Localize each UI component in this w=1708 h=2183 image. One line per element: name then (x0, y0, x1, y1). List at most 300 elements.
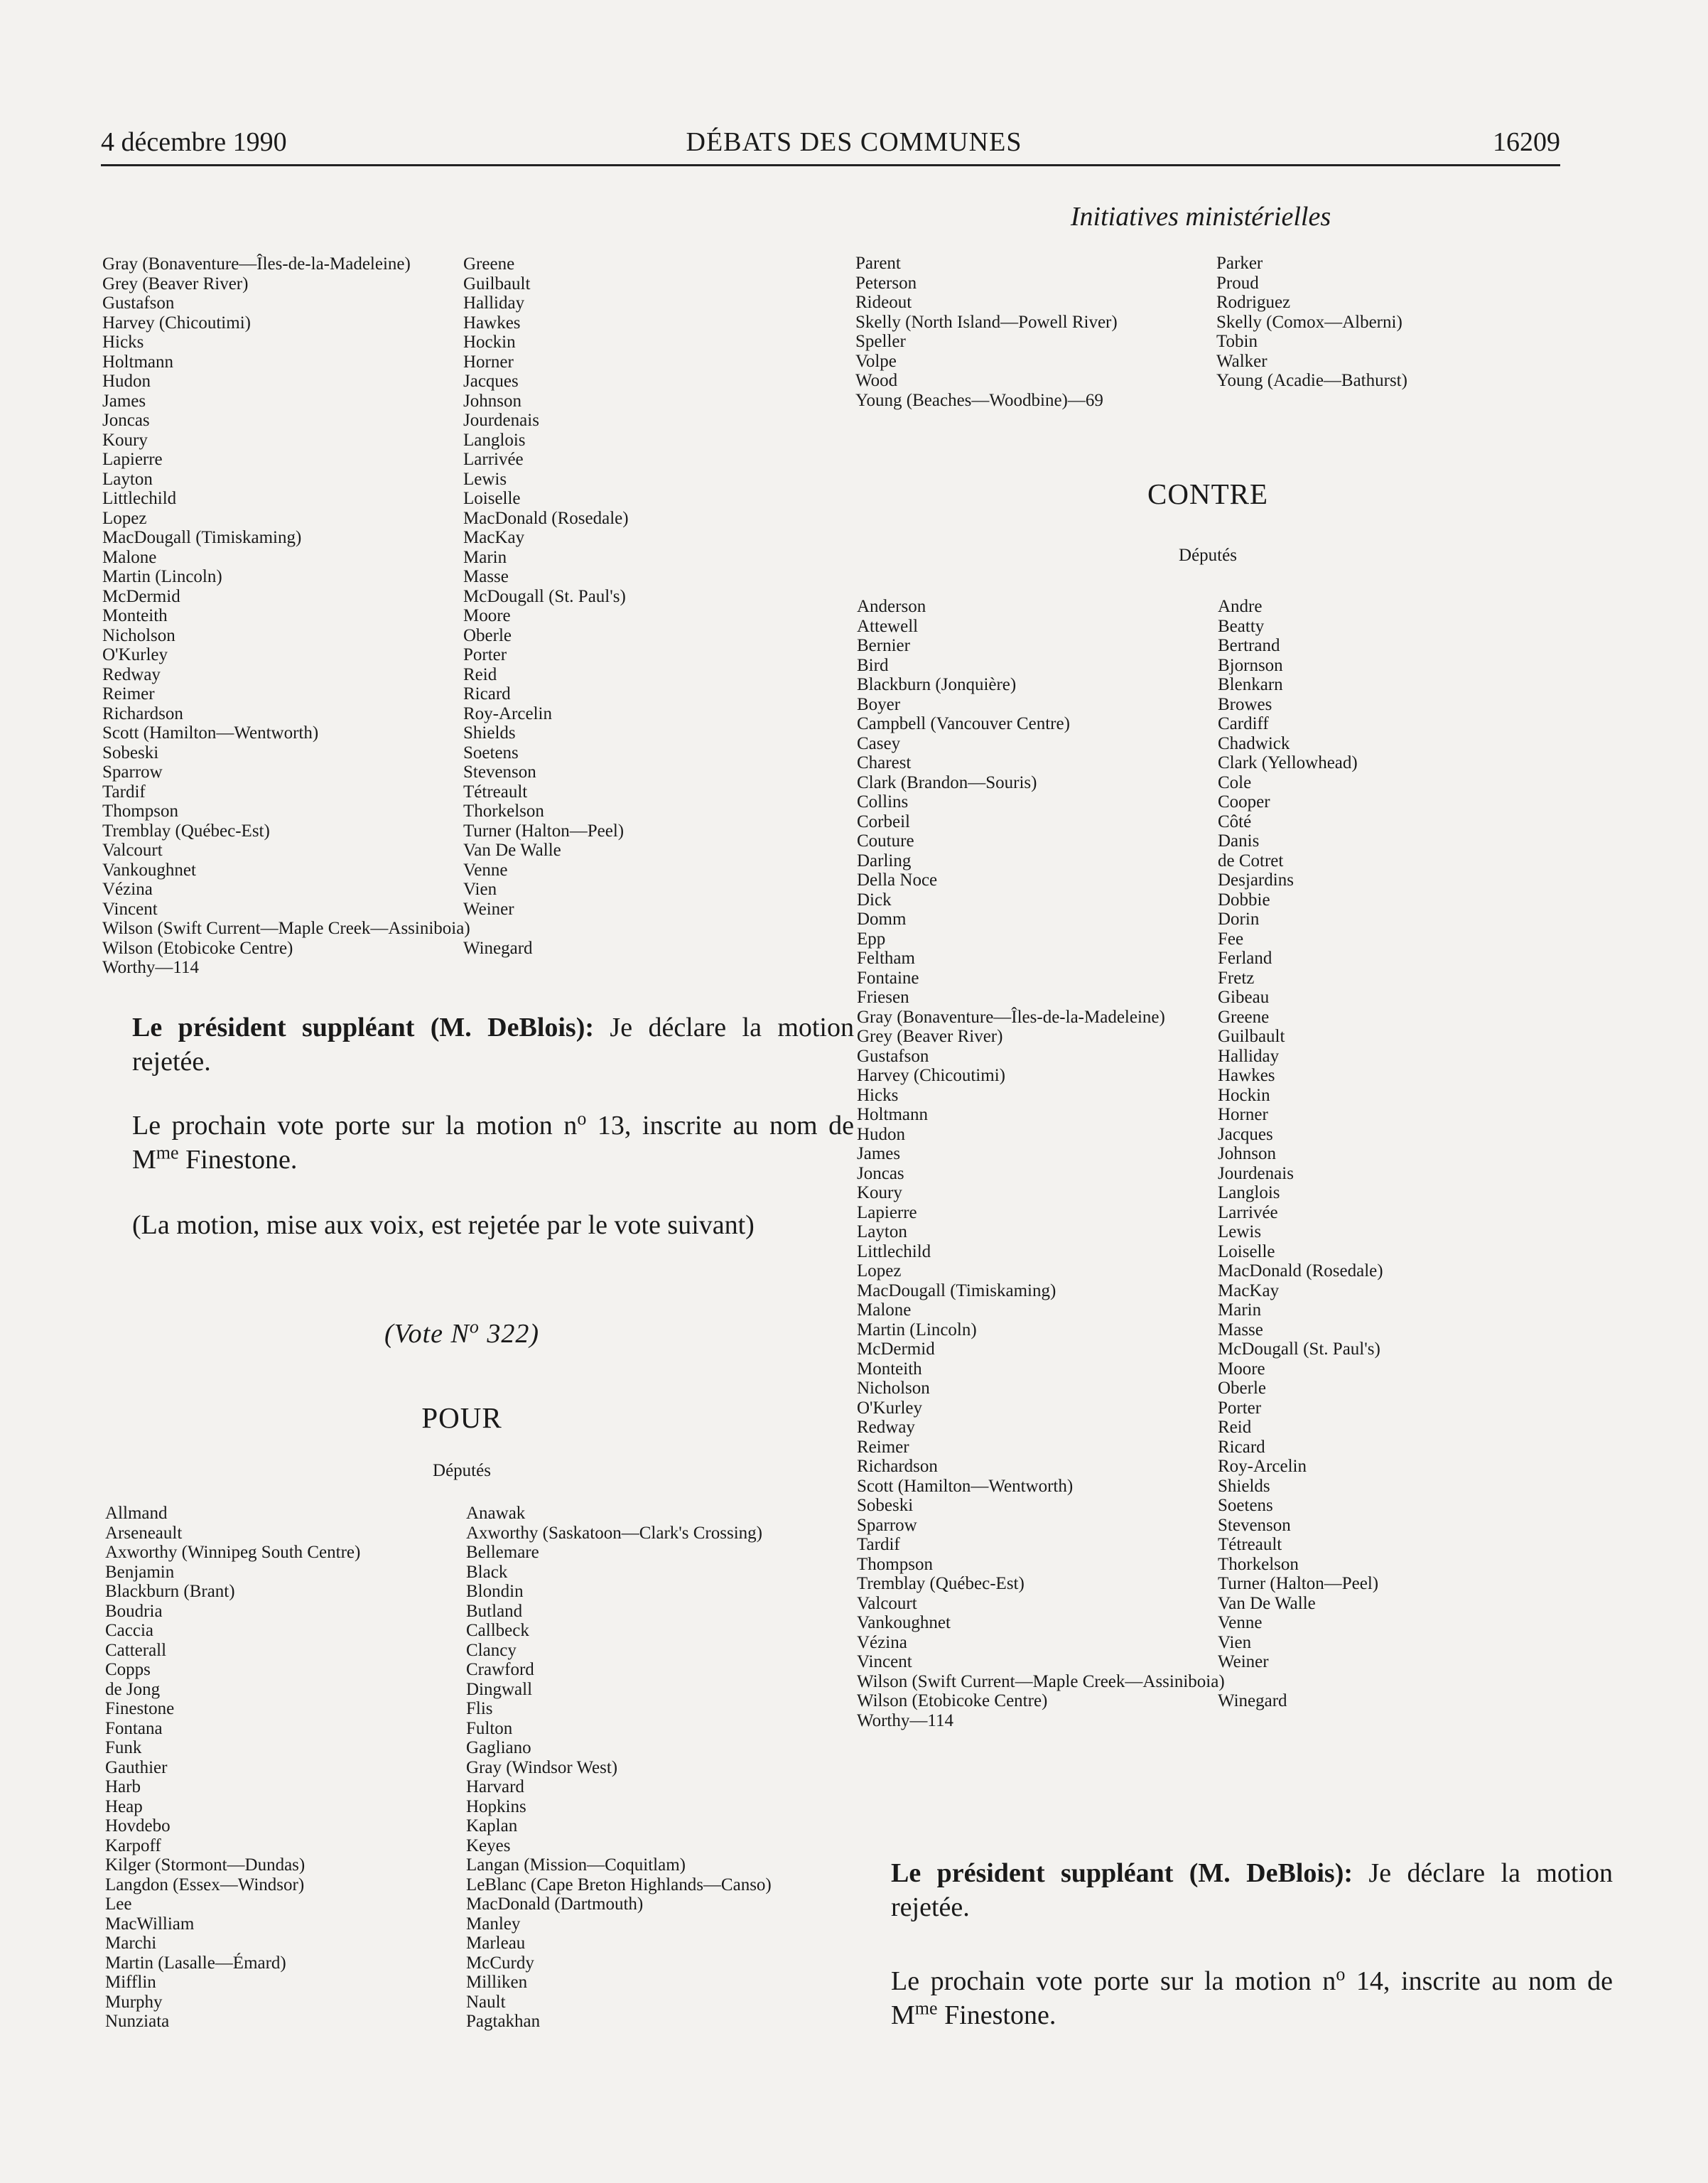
member-name-left: Richardson (102, 704, 183, 723)
name-row (857, 988, 1567, 1008)
member-name-right: Marin (463, 547, 507, 567)
name-row (102, 372, 827, 392)
member-name-left: Kilger (Stormont—Dundas) (105, 1855, 306, 1875)
member-name-right: Dobbie (1218, 890, 1270, 910)
name-row (102, 528, 827, 548)
member-name-right: MacDonald (Rosedale) (1218, 1261, 1383, 1281)
name-row (855, 274, 1566, 293)
member-name-right: Proud (1216, 273, 1259, 293)
name-row (855, 313, 1566, 333)
member-name-left: Casey (857, 733, 901, 753)
name-row (857, 597, 1567, 617)
name-row (102, 821, 827, 841)
name-row (102, 939, 827, 959)
member-name-right: Guilbault (1218, 1027, 1285, 1046)
name-row (105, 1582, 830, 1602)
name-row (857, 675, 1567, 695)
member-name-left: Wilson (Etobicoke Centre) (102, 938, 293, 958)
member-name-left: McDermid (857, 1340, 935, 1359)
member-name-left: Volpe (855, 351, 897, 371)
name-row (855, 254, 1566, 274)
member-name-right: Tétreault (463, 782, 528, 802)
member-name-right: Jourdenais (1218, 1163, 1294, 1183)
member-name-right: Chadwick (1218, 733, 1290, 753)
member-name-left: Vincent (102, 899, 158, 919)
member-name-left: Finestone (105, 1699, 175, 1718)
member-name-left: Benjamin (105, 1562, 175, 1582)
member-name-left: Nicholson (102, 625, 175, 645)
member-name-left: Rideout (855, 293, 912, 312)
member-name-right: Masse (463, 567, 509, 586)
name-row (102, 861, 827, 880)
member-name-right: Ricard (1218, 1437, 1265, 1457)
member-name-left: Tardif (857, 1535, 900, 1554)
member-name-right: Shields (1218, 1476, 1270, 1496)
member-name-left: Holtmann (102, 352, 173, 372)
member-name-left: Mifflin (105, 1973, 156, 1992)
member-name-left: Malone (857, 1300, 912, 1320)
name-row (105, 1719, 830, 1739)
member-name-right: MacDonald (Rosedale) (463, 508, 629, 528)
member-name-left: Martin (Lincoln) (857, 1320, 977, 1340)
member-name-right: Turner (Halton—Peel) (463, 821, 625, 841)
pour-heading: POUR (421, 1401, 502, 1434)
name-row (102, 450, 827, 470)
member-name-left: Hicks (102, 333, 144, 352)
member-name-left: Campbell (Vancouver Centre) (857, 714, 1070, 733)
member-name-left: Vincent (857, 1652, 912, 1671)
member-name-right: Venne (463, 860, 508, 880)
member-name-right: Bertrand (1218, 636, 1280, 655)
name-row (102, 509, 827, 529)
member-name-right: Parker (1216, 254, 1263, 273)
member-name-left: Della Noce (857, 870, 938, 890)
name-row (857, 1144, 1567, 1164)
name-row (857, 1691, 1567, 1711)
name-row (857, 734, 1567, 754)
member-name-right: Danis (1218, 831, 1260, 851)
name-row (857, 695, 1567, 715)
member-name-right: Soetens (1218, 1496, 1273, 1515)
member-name-left: Gustafson (102, 293, 175, 313)
speaker-text: Je déclare la motion rejetée. (891, 1858, 1613, 1922)
name-row (105, 2012, 830, 2032)
name-row (102, 411, 827, 431)
name-row (102, 802, 827, 821)
member-name-right: Langlois (463, 430, 526, 450)
name-row (857, 1047, 1567, 1067)
name-row (855, 293, 1566, 313)
member-name-left: Lapierre (857, 1202, 917, 1222)
member-name-left: Thompson (102, 802, 178, 821)
name-row (857, 1633, 1567, 1653)
member-name-right: Roy-Arcelin (463, 704, 552, 723)
member-name-right: Hawkes (463, 313, 521, 333)
speaker-paragraph-right (860, 1856, 1613, 1924)
name-row (102, 723, 827, 743)
member-name-left: Worthy—114 (857, 1710, 953, 1730)
member-name-right: Porter (1218, 1398, 1262, 1418)
name-row (105, 1504, 830, 1524)
member-name-left: Layton (102, 469, 153, 489)
member-name-right: Masse (1218, 1320, 1263, 1340)
member-name-left: Skelly (North Island—Powell River) (855, 312, 1118, 332)
member-name-left: Peterson (855, 273, 917, 293)
name-row (857, 1574, 1567, 1594)
name-row (102, 548, 827, 568)
member-name-left: Reimer (102, 684, 155, 704)
member-name-right: Weiner (1218, 1652, 1269, 1671)
member-name-left: Koury (102, 430, 148, 450)
member-name-right: Halliday (463, 293, 525, 313)
member-name-right: Nault (466, 1992, 506, 2012)
deputes-label-pour: Députés (433, 1461, 491, 1480)
member-name-right: MacDonald (Dartmouth) (466, 1894, 644, 1914)
member-name-left: Valcourt (102, 841, 163, 860)
member-name-left: Young (Beaches—Woodbine)—69 (855, 390, 1103, 410)
member-name-right: Desjardins (1218, 870, 1294, 890)
member-name-right: Thorkelson (1218, 1554, 1299, 1574)
member-name-right: Hockin (463, 333, 516, 352)
name-row (857, 1008, 1567, 1028)
member-name-right: Crawford (466, 1660, 534, 1679)
name-row (857, 1672, 1567, 1692)
name-row (105, 1602, 830, 1622)
name-row (102, 313, 827, 333)
name-row (105, 1973, 830, 1993)
member-name-right: Van De Walle (463, 841, 561, 860)
name-row (857, 1340, 1567, 1359)
name-row (102, 567, 827, 587)
member-name-right: Blondin (466, 1582, 524, 1601)
contre-name-list (857, 597, 1567, 1730)
member-name-left: Wilson (Swift Current—Maple Creek—Assiniboia) (102, 919, 470, 938)
member-name-left: Domm (857, 910, 907, 929)
member-name-right: Larrivée (463, 450, 524, 469)
member-name-left: Lee (105, 1894, 132, 1914)
name-row (855, 332, 1566, 352)
member-name-right: Beatty (1218, 616, 1265, 636)
member-name-left: Valcourt (857, 1593, 917, 1613)
member-name-left: Heap (105, 1796, 143, 1816)
member-name-right: Tétreault (1218, 1535, 1282, 1554)
member-name-left: Couture (857, 831, 914, 851)
name-row (102, 606, 827, 626)
member-name-right: McDougall (St. Paul's) (463, 586, 626, 606)
member-name-left: MacDougall (Timiskaming) (857, 1281, 1056, 1300)
member-name-left: Arseneault (105, 1523, 183, 1543)
member-name-left: Nicholson (857, 1379, 930, 1398)
member-name-right: Johnson (1218, 1144, 1276, 1163)
name-row (105, 1797, 830, 1817)
name-row (857, 969, 1567, 988)
member-name-left: Worthy—114 (102, 958, 199, 977)
member-name-left: Scott (Hamilton—Wentworth) (857, 1476, 1074, 1496)
name-row (857, 1300, 1567, 1320)
member-name-left: Thompson (857, 1554, 933, 1574)
motion-paragraph-left: (La motion, mise aux voix, est rejetée par le vote suivant) (132, 1210, 755, 1240)
name-row (105, 1875, 830, 1895)
member-name-right: Hawkes (1218, 1066, 1275, 1085)
name-row (857, 1359, 1567, 1379)
member-name-right: LeBlanc (Cape Breton Highlands—Canso) (466, 1875, 772, 1894)
member-name-right: Marleau (466, 1934, 526, 1953)
member-name-left: Littlechild (102, 489, 177, 508)
member-name-left: Attewell (857, 616, 919, 636)
name-row (857, 1086, 1567, 1106)
member-name-left: Sparrow (102, 762, 163, 782)
name-row (857, 851, 1567, 871)
member-name-left: Sobeski (102, 743, 159, 762)
name-row (857, 1379, 1567, 1398)
name-row (105, 1641, 830, 1661)
member-name-left: Karpoff (105, 1836, 161, 1855)
member-name-right: Thorkelson (463, 802, 544, 821)
member-name-left: Axworthy (Winnipeg South Centre) (105, 1543, 361, 1562)
member-name-right: Browes (1218, 694, 1272, 714)
member-name-left: Feltham (857, 949, 915, 968)
name-row (857, 1242, 1567, 1262)
member-name-left: Blackburn (Jonquière) (857, 675, 1017, 694)
member-name-right: Fretz (1218, 968, 1255, 988)
member-name-left: Martin (Lincoln) (102, 567, 222, 586)
member-name-right: Winegard (463, 938, 533, 958)
member-name-left: Malone (102, 547, 157, 567)
member-name-right: Reid (1218, 1418, 1252, 1437)
member-name-right: Soetens (463, 743, 519, 762)
member-name-right: Cardiff (1218, 714, 1269, 733)
name-row (102, 489, 827, 509)
member-name-right: Hockin (1218, 1085, 1270, 1105)
member-name-right: Johnson (463, 391, 521, 411)
name-row (105, 1914, 830, 1934)
member-name-right: Loiselle (1218, 1241, 1275, 1261)
deputes-label-contre: Députés (1179, 546, 1237, 565)
name-row (855, 371, 1566, 391)
member-name-right: Oberle (463, 625, 512, 645)
member-name-left: Lapierre (102, 450, 163, 469)
name-row (855, 352, 1566, 372)
name-row (105, 1993, 830, 2012)
member-name-right: Bjornson (1218, 655, 1283, 675)
member-name-right: Greene (1218, 1007, 1270, 1027)
name-row (857, 1125, 1567, 1145)
speaker-name: Le président suppléant (M. DeBlois): (891, 1858, 1353, 1888)
member-name-right: Gagliano (466, 1738, 531, 1757)
member-name-right: Flis (466, 1699, 493, 1718)
member-name-right: Kaplan (466, 1816, 518, 1836)
name-row (857, 1261, 1567, 1281)
header-rule (101, 164, 1560, 166)
name-row (857, 1652, 1567, 1672)
name-row (105, 1777, 830, 1797)
name-row (857, 1164, 1567, 1184)
member-name-right: Cooper (1218, 792, 1270, 812)
member-name-left: Bernier (857, 636, 910, 655)
member-name-right: Marin (1218, 1300, 1262, 1320)
name-row (857, 1222, 1567, 1242)
name-row (102, 587, 827, 607)
member-name-left: Langdon (Essex—Windsor) (105, 1875, 305, 1894)
member-name-left: James (102, 391, 146, 411)
member-name-left: Lopez (857, 1261, 902, 1281)
member-name-right: Jourdenais (463, 411, 539, 430)
member-name-left: Vézina (102, 880, 153, 899)
member-name-left: Harb (105, 1777, 141, 1796)
name-row (102, 293, 827, 313)
member-name-right: Clark (Yellowhead) (1218, 753, 1358, 772)
member-name-right: Lewis (1218, 1222, 1262, 1241)
member-name-right: Venne (1218, 1613, 1263, 1632)
next-vote-paragraph-right: Le prochain vote porte sur la motion $n^o$ 14, inscrite au nom de $M^{me}$ Finestone. (891, 1963, 1613, 2030)
name-row (102, 880, 827, 900)
member-name-left: Catterall (105, 1640, 167, 1660)
name-row (105, 1660, 830, 1680)
name-row (102, 392, 827, 411)
member-name-left: Bird (857, 655, 889, 675)
name-row (102, 431, 827, 451)
member-name-right: Young (Acadie—Bathurst) (1216, 371, 1407, 390)
name-row (857, 1535, 1567, 1555)
member-name-right: Ricard (463, 684, 511, 704)
member-name-right: Rodriguez (1216, 293, 1291, 312)
member-name-right: Guilbault (463, 274, 531, 293)
member-name-right: Tobin (1216, 332, 1258, 351)
member-name-left: Friesen (857, 988, 909, 1007)
name-row (857, 1496, 1567, 1516)
member-name-left: Gauthier (105, 1757, 168, 1777)
member-name-left: MacDougall (Timiskaming) (102, 528, 302, 547)
name-row (105, 1699, 830, 1719)
member-name-right: Andre (1218, 597, 1263, 616)
name-row (857, 1477, 1567, 1497)
name-row (857, 1418, 1567, 1438)
name-row (102, 900, 827, 920)
name-row (102, 626, 827, 646)
member-name-left: Hudon (102, 372, 151, 391)
member-name-right: Porter (463, 645, 507, 664)
name-row (857, 1457, 1567, 1477)
name-row (857, 773, 1567, 793)
member-name-right: Skelly (Comox—Alberni) (1216, 312, 1402, 332)
name-row (102, 841, 827, 861)
member-name-right: Bellemare (466, 1543, 539, 1562)
member-name-left: Reimer (857, 1437, 909, 1457)
name-row (105, 1934, 830, 1953)
name-row (105, 1563, 830, 1583)
member-name-right: Langan (Mission—Coquitlam) (466, 1855, 686, 1875)
member-name-left: Hicks (857, 1085, 899, 1105)
name-row (857, 1613, 1567, 1633)
member-name-left: Funk (105, 1738, 142, 1757)
member-name-left: Marchi (105, 1934, 157, 1953)
member-name-right: Cole (1218, 772, 1252, 792)
member-name-right: Axworthy (Saskatoon—Clark's Crossing) (466, 1523, 762, 1543)
name-row (105, 1543, 830, 1563)
member-name-left: Murphy (105, 1992, 163, 2012)
name-row (857, 792, 1567, 812)
member-name-right: Horner (463, 352, 514, 372)
name-row (857, 656, 1567, 676)
member-name-right: de Cotret (1218, 851, 1284, 870)
name-row (102, 782, 827, 802)
member-name-left: Sparrow (857, 1515, 917, 1535)
member-name-right: Pagtakhan (466, 2012, 541, 2031)
member-name-left: Collins (857, 792, 909, 812)
member-name-left: Copps (105, 1660, 151, 1679)
member-name-left: Martin (Lasalle—Émard) (105, 1953, 286, 1973)
member-name-left: Vankoughnet (857, 1613, 951, 1632)
member-name-left: Wilson (Swift Current—Maple Creek—Assiniboia) (857, 1671, 1225, 1691)
speaker-paragraph-left (101, 1010, 854, 1079)
name-row (102, 645, 827, 665)
member-name-right: McCurdy (466, 1953, 534, 1973)
member-name-right: Loiselle (463, 489, 521, 508)
member-name-left: Speller (855, 332, 906, 351)
member-name-left: Nunziata (105, 2012, 170, 2031)
member-name-left: O'Kurley (857, 1398, 922, 1418)
name-row (857, 949, 1567, 969)
member-name-left: Layton (857, 1222, 907, 1241)
member-name-right: Keyes (466, 1836, 511, 1855)
name-row (105, 1836, 830, 1856)
member-name-left: Gustafson (857, 1046, 929, 1066)
header-date: 4 décembre 1990 (101, 127, 287, 157)
member-name-left: Grey (Beaver River) (102, 274, 249, 293)
member-name-right: Shields (463, 723, 516, 743)
member-name-left: Tremblay (Québec-Est) (857, 1574, 1025, 1593)
member-name-left: Joncas (857, 1163, 904, 1183)
member-name-right: Greene (463, 254, 515, 274)
member-name-left: Boyer (857, 694, 901, 714)
name-row (857, 1027, 1567, 1047)
name-row (857, 831, 1567, 851)
speaker-name: Le président suppléant (M. DeBlois): (132, 1013, 595, 1042)
member-name-right: Clancy (466, 1640, 517, 1660)
name-row (102, 665, 827, 685)
name-row (105, 1524, 830, 1543)
member-name-right: Lewis (463, 469, 507, 489)
member-name-right: Larrivée (1218, 1202, 1278, 1222)
member-name-left: Sobeski (857, 1496, 914, 1515)
member-name-right: Fulton (466, 1718, 513, 1738)
member-name-left: Epp (857, 929, 886, 949)
name-row (857, 1183, 1567, 1203)
name-row (857, 1281, 1567, 1301)
member-name-right: Côté (1218, 812, 1252, 831)
name-row (102, 274, 827, 294)
name-row (857, 890, 1567, 910)
name-row (102, 704, 827, 724)
member-name-left: Scott (Hamilton—Wentworth) (102, 723, 319, 743)
member-name-right: Jacques (463, 372, 519, 391)
member-name-right: Butland (466, 1601, 523, 1621)
member-name-left: Anderson (857, 597, 926, 616)
name-row (105, 1894, 830, 1914)
name-row (855, 391, 1566, 411)
member-name-right: Jacques (1218, 1124, 1273, 1144)
name-row (857, 870, 1567, 890)
member-name-left: Hovdebo (105, 1816, 171, 1836)
member-name-right: Weiner (463, 899, 514, 919)
pour-name-list (105, 1504, 830, 2032)
member-name-left: Fontana (105, 1718, 163, 1738)
member-name-left: Vankoughnet (102, 860, 196, 880)
member-name-left: Harvey (Chicoutimi) (857, 1066, 1005, 1085)
name-row (857, 1398, 1567, 1418)
member-name-right: Blenkarn (1218, 675, 1283, 694)
member-name-left: Fontaine (857, 968, 919, 988)
